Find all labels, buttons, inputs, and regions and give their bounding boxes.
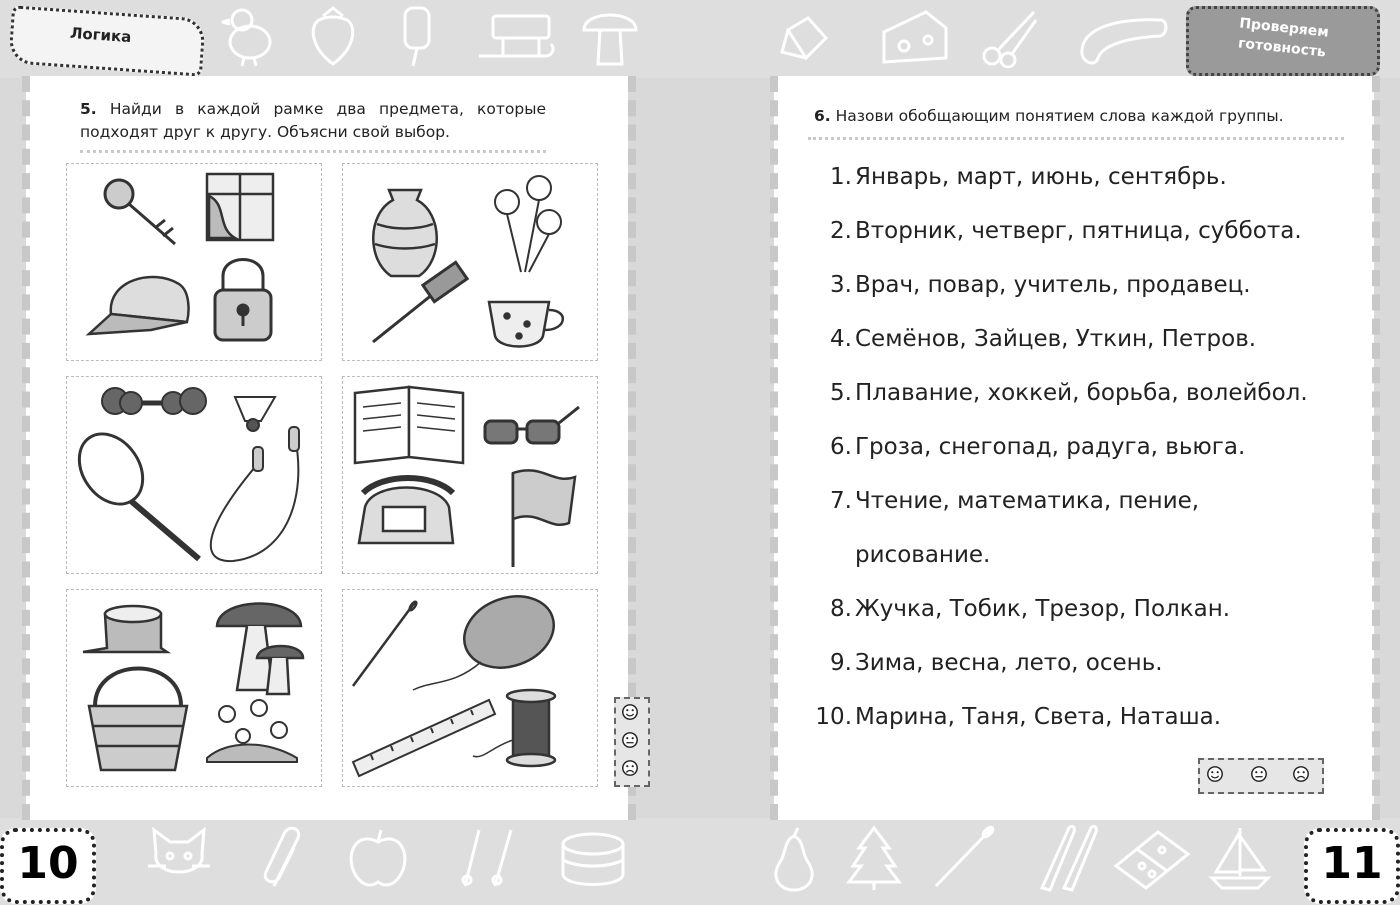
cat-icon: [148, 826, 210, 890]
basket-icon: [89, 669, 187, 771]
dumbbell-icon: [102, 388, 206, 414]
item-text: Зима, весна, лето, осень.: [855, 650, 1163, 676]
item-text: рисование.: [855, 542, 991, 568]
item-number: 4.: [830, 326, 852, 352]
jump-rope-icon: [211, 427, 299, 561]
neutral-face-icon[interactable]: [621, 731, 639, 749]
fir-tree-icon: [845, 824, 903, 892]
cheese-icon: [880, 6, 950, 68]
neutral-face-icon[interactable]: [1250, 765, 1268, 783]
balloon-icon: [413, 590, 564, 690]
picture-frame-4: [342, 376, 598, 574]
dotted-divider: [80, 150, 546, 153]
flowers-icon: [495, 176, 561, 272]
task-number: 6.: [814, 107, 831, 125]
item-text: Вторник, четверг, пятница, суббота.: [855, 218, 1302, 244]
flowers-icon: [207, 700, 297, 762]
picture-frame-2: [342, 163, 598, 361]
smile-icon[interactable]: [1206, 765, 1224, 783]
mushrooms-icon: [217, 604, 303, 695]
picture-frame-3: [66, 376, 322, 574]
sled-icon: [475, 6, 559, 66]
needle-icon: [930, 822, 998, 892]
item-text: Чтение, математика, пение,: [855, 488, 1200, 514]
book-icon: [355, 387, 463, 463]
telephone-icon: [359, 478, 453, 543]
list-item: [806, 366, 1376, 420]
stump-icon: [83, 606, 167, 652]
list-item: [806, 150, 1376, 204]
list-item: [806, 420, 1376, 474]
item-number: 6.: [830, 434, 852, 460]
page-number-left: 10: [0, 828, 96, 904]
racket-icon: [67, 422, 199, 559]
word-groups-list: [806, 150, 1376, 744]
chick-icon: [220, 4, 280, 68]
item-text: Плавание, хоккей, борьба, волейбол.: [855, 380, 1308, 406]
task-text: Назови обобщающим понятием слова каждой группы.: [835, 107, 1284, 125]
key-icon: [105, 180, 175, 244]
item-text: Марина, Таня, Света, Наташа.: [855, 704, 1222, 730]
teacup-icon: [489, 302, 563, 347]
ice-cream-icon: [395, 4, 439, 70]
picture-frame-1: [66, 163, 322, 361]
task-5-instruction: [80, 98, 546, 144]
mushroom-icon: [580, 4, 640, 70]
list-item: [806, 312, 1376, 366]
list-item: [806, 636, 1376, 690]
ski-poles-icon: [455, 824, 525, 892]
right-page-dashed-edge: [770, 76, 778, 820]
item-number: 2.: [830, 218, 852, 244]
list-item-continuation: [806, 528, 1376, 582]
sad-face-icon[interactable]: [1292, 765, 1310, 783]
list-item: [806, 474, 1376, 528]
item-number: 8.: [830, 596, 852, 622]
glasses-icon: [485, 407, 579, 443]
picture-frame-6: [342, 589, 598, 787]
smile-icon[interactable]: [621, 703, 639, 721]
scissors-icon: [980, 6, 1040, 68]
list-item: [806, 582, 1376, 636]
item-number: 1.: [830, 164, 852, 190]
picture-frame-5: [66, 589, 322, 787]
page-number-right: 11: [1304, 828, 1400, 904]
needle-icon: [353, 601, 418, 686]
item-text: Гроза, снегопад, радуга, вьюга.: [855, 434, 1246, 460]
cap-icon: [89, 277, 189, 334]
task-number: 5.: [80, 100, 97, 118]
sausage-icon: [1072, 10, 1172, 66]
item-text: Врач, повар, учитель, продавец.: [855, 272, 1251, 298]
task-6-instruction: [814, 107, 1342, 125]
section-label: Проверяем готовность: [1237, 15, 1330, 61]
candy-icon: [778, 8, 834, 68]
pear-icon: [770, 826, 818, 892]
sad-face-icon[interactable]: [621, 759, 639, 777]
paperclip-icon: [258, 826, 308, 892]
list-item: [806, 204, 1376, 258]
ruler-icon: [353, 700, 495, 776]
item-number: 7.: [830, 488, 852, 514]
vase-icon: [373, 190, 437, 276]
item-text: Январь, март, июнь, сентябрь.: [855, 164, 1227, 190]
sailboat-icon: [1208, 824, 1272, 892]
apple-icon: [345, 826, 411, 892]
padlock-icon: [215, 260, 271, 341]
cake-icon: [558, 826, 628, 890]
item-number: 3.: [830, 272, 852, 298]
task-text: Найди в каждой рамке два предмета, которые подходят друг к другу. Объясни свой выбор.: [80, 100, 546, 141]
domino-icon: [1112, 826, 1192, 892]
left-page-dashed-edge: [22, 76, 30, 820]
item-number: 9.: [830, 650, 852, 676]
item-text: Семёнов, Зайцев, Уткин, Петров.: [855, 326, 1257, 352]
window-icon: [207, 174, 273, 240]
list-item: [806, 258, 1376, 312]
item-text: Жучка, Тобик, Трезор, Полкан.: [855, 596, 1231, 622]
list-item: [806, 690, 1376, 744]
strawberry-icon: [305, 4, 361, 68]
skis-icon: [1038, 822, 1098, 892]
shuttlecock-icon: [235, 397, 275, 431]
section-label: Логика: [69, 23, 132, 47]
item-number: 5.: [830, 380, 852, 406]
flag-icon: [513, 470, 575, 567]
item-number: 10.: [815, 704, 852, 730]
dotted-divider: [808, 137, 1344, 140]
